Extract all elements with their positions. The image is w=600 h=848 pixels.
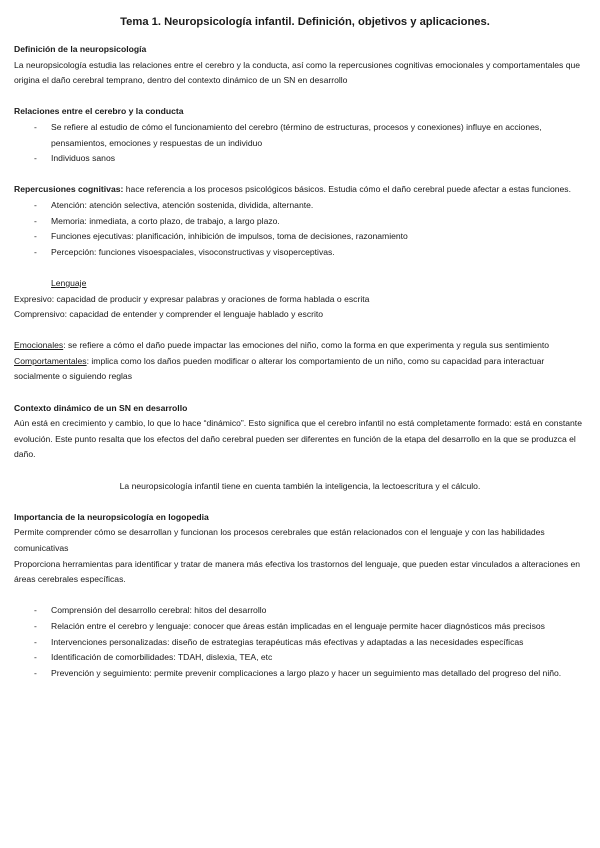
comportamentales-label: Comportamentales: [14, 355, 87, 366]
relaciones-heading: Relaciones entre el cerebro y la conducta: [14, 106, 184, 117]
relaciones-list: [14, 120, 586, 167]
repercusiones-list: [14, 198, 586, 260]
importancia-list: [14, 603, 586, 681]
emocionales-text: : se refiere a cómo el daño puede impactar las emociones del niño, como la forma en que experimenta y regula sus sentimiento: [63, 340, 550, 351]
contexto-note: La neuropsicología infantil tiene en cuenta también la inteligencia, la lectoescritura y el cálculo.: [119, 480, 481, 491]
list-item: - Intervenciones personalizadas: diseño de estrategias terapéuticas más efectivas y adaptadas a las necesidades específicas: [14, 635, 586, 651]
contexto-text: Aún está en crecimiento y cambio, lo que lo hace “dinámico”. Esto significa que el cerebro infantil no está completamente formado: está en constante evolución. Este punto resalta que los efectos del daño cerebral pueden ser diferentes en función de la etapa del desarrollo en la que se produzca el daño.: [14, 418, 582, 460]
section-emocionales: [14, 338, 586, 385]
list-item: - Percepción: funciones visoespaciales, visoconstructivas y visoperceptivas.: [14, 245, 586, 261]
list-item: - Relación entre el cerebro y lenguaje: conocer que áreas están implicadas en el lenguaje permite hacer diagnósticos más precisos: [14, 619, 586, 635]
list-item: - Memoria: inmediata, a corto plazo, de trabajo, a largo plazo.: [14, 214, 586, 230]
comportamentales-text: : implica como los daños pueden modificar o alterar los comportamiento de un niño, como su capacidad para interactuar socialmente o siguiendo reglas: [14, 355, 545, 382]
list-item: - Atención: atención selectiva, atención sostenida, dividida, alternante.: [14, 198, 586, 214]
importancia-heading: Importancia de la neuropsicología en logopedia: [14, 511, 209, 522]
section-lenguaje: [14, 276, 586, 323]
section-repercusiones: [14, 182, 586, 260]
list-item: - Comprensión del desarrollo cerebral: hitos del desarrollo: [14, 603, 586, 619]
lenguaje-expresivo: Expresivo: capacidad de producir y expresar palabras y oraciones de forma hablada o escrita: [14, 293, 370, 304]
emocionales-label: Emocionales: [14, 340, 64, 351]
definicion-heading: Definición de la neuropsicología: [14, 44, 147, 54]
list-item: - Individuos sanos: [14, 151, 586, 167]
repercusiones-text: hace referencia a los procesos psicológicos básicos. Estudia cómo el daño cerebral puede afectar a estas funciones.: [123, 184, 571, 195]
lenguaje-comprensivo: Comprensivo: capacidad de entender y comprender el lenguaje hablado y escrito: [14, 309, 324, 320]
lenguaje-label: Lenguaje: [51, 277, 87, 288]
list-item: - Funciones ejecutivas: planificación, inhibición de impulsos, toma de decisiones, razonamiento: [14, 229, 586, 245]
document-page: [14, 14, 586, 681]
repercusiones-heading: Repercusiones cognitivas:: [14, 184, 124, 195]
definicion-text: La neuropsicología estudia las relaciones entre el cerebro y la conducta, así como la repercusiones cognitivas emocionales y comportamentales que origina el daño cerebral temprano, dentro del contexto dinámico de un SN en desarrollo: [14, 59, 581, 86]
section-definicion: [14, 42, 586, 89]
importancia-text-2: Proporciona herramientas para identificar y tratar de manera más efectiva los trastornos del lenguaje, que pueden estar vinculados a alteraciones en áreas cerebrales específicas.: [14, 558, 581, 585]
section-contexto: [14, 401, 586, 495]
list-item: - Identificación de comorbilidades: TDAH, dislexia, TEA, etc: [14, 650, 586, 666]
list-item: - Se refiere al estudio de cómo el funcionamiento del cerebro (término de estructuras, procesos y conexiones) influye en acciones, pensamientos, emociones y respuestas de un individuo: [14, 120, 586, 151]
list-item: - Prevención y seguimiento: permite prevenir complicaciones a largo plazo y hacer un seguimiento mas detallado del progreso del niño.: [14, 666, 586, 682]
repercusiones-paragraph: [14, 182, 586, 198]
section-relaciones: [14, 104, 586, 166]
page-title: Tema 1. Neuropsicología infantil. Definición, objetivos y aplicaciones.: [120, 16, 490, 28]
contexto-heading: Contexto dinámico de un SN en desarrollo: [14, 402, 188, 413]
section-importancia: [14, 510, 586, 682]
importancia-text-1: Permite comprender cómo se desarrollan y funcionan los procesos cerebrales que están relacionados con el lenguaje y con las habilidades comunicativas: [14, 527, 545, 553]
